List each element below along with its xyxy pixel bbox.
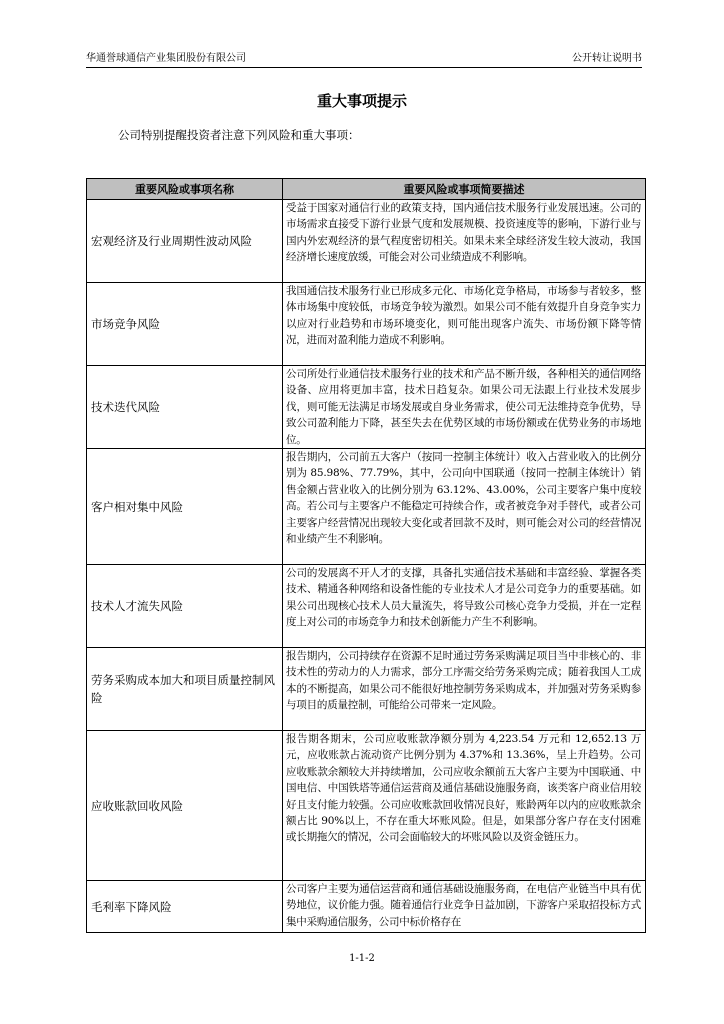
risk-name-cell: 劳务采购成本加大和项目质量控制风险	[87, 648, 283, 731]
table-row	[87, 648, 646, 731]
table-row	[87, 366, 646, 449]
risk-description-cell: 受益于国家对通信行业的政策支持，国内通信技术服务行业发展迅速。公司的市场需求直接受下游行业景气度和发展规模、投资速度等的影响，下游行业与国内外宏观经济的景气程度密切相关。如果未来全球经济发生较大波动，我国经济增长速度放缓，可能会对公司业绩造成不利影响。	[283, 200, 646, 283]
risk-name-cell: 市场竞争风险	[87, 283, 283, 366]
column-header-risk-description: 重要风险或事项简要描述	[283, 179, 646, 200]
table-row	[87, 731, 646, 881]
page-header	[86, 52, 642, 66]
risk-name-cell: 宏观经济及行业周期性波动风险	[87, 200, 283, 283]
risk-name-cell: 技术迭代风险	[87, 366, 283, 449]
risk-name-cell: 客户相对集中风险	[87, 449, 283, 565]
section-title: 重大事项提示	[316, 92, 407, 110]
risk-description-cell: 我国通信技术服务行业已形成多元化、市场化竞争格局，市场参与者较多，整体市场集中度较低，市场竞争较为激烈。如果公司不能有效提升自身竞争实力以应对行业趋势和市场环境变化，则可能出现客户流失、市场份额下降等情况，进而对盈利能力造成不利影响。	[283, 283, 646, 366]
risk-name-cell: 毛利率下降风险	[87, 881, 283, 933]
intro-paragraph: 公司特别提醒投资者注意下列风险和重大事项：	[118, 128, 360, 142]
risk-description-cell: 报告期内，公司前五大客户（按同一控制主体统计）收入占营业收入的比例分别为 85.98%、77.79%，其中，公司向中国联通（按同一控制主体统计）销售金额占营业收入的比例分别为 63.12%、43.00%，公司主要客户集中度较高。若公司与主要客户不能稳定可持续合作，或者被竞争对手替代，或者公司主要客户经营情况出现较大变化或者回款不及时，则可能会对公司的经营情况和业绩产生不利影响。	[283, 449, 646, 565]
risk-description-cell: 报告期各期末，公司应收账款净额分别为 4,223.54 万元和 12,652.13 万元，应收账款占流动资产比例分别为 4.37%和 13.36%，呈上升趋势。公司应收账款余额较大并持续增加，公司应收余额前五大客户主要为中国联通、中国电信、中国铁塔等通信运营商及通信基础设施服务商，该类客户商业信用较好且支付能力较强。公司应收账款回收情况良好，账龄两年以内的应收账款余额占比 90%以上，不存在重大坏账风险。但是，如果部分客户存在支付困难或长期拖欠的情况，公司会面临较大的坏账风险以及资金链压力。	[283, 731, 646, 881]
table-row	[87, 200, 646, 283]
risk-name-cell: 应收账款回收风险	[87, 731, 283, 881]
page-number: 1-1-2	[349, 953, 375, 964]
column-header-risk-name: 重要风险或事项名称	[87, 179, 283, 200]
table-row	[87, 283, 646, 366]
table-row	[87, 565, 646, 648]
risk-description-cell: 公司客户主要为通信运营商和通信基础设施服务商，在电信产业链当中具有优势地位，议价能力强。随着通信行业竞争日益加剧，下游客户采取招投标方式集中采购通信服务，公司中标价格存在	[283, 881, 646, 933]
risk-description-cell: 公司的发展离不开人才的支撑，具备扎实通信技术基础和丰富经验、掌握各类技术、精通各种网络和设备性能的专业技术人才是公司竞争力的重要基础。如果公司出现核心技术人员大量流失，将导致公司核心竞争力受损，并在一定程度上对公司的市场竞争力和技术创新能力产生不利影响。	[283, 565, 646, 648]
header-document-type: 公开转让说明书	[572, 53, 642, 64]
header-company-name: 华通誉球通信产业集团股份有限公司	[86, 53, 246, 64]
table-header-row	[87, 179, 646, 200]
risk-table	[86, 178, 646, 933]
risk-name-cell: 技术人才流失风险	[87, 565, 283, 648]
risk-description-cell: 公司所处行业通信技术服务行业的技术和产品不断升级，各种相关的通信网络设备、应用将更加丰富，技术日趋复杂。如果公司无法跟上行业技术发展步伐，则可能无法满足市场发展或自身业务需求，使公司无法维持竞争优势，导致公司盈利能力下降，甚至失去在优势区域的市场份额或在优势业务的市场地位。	[283, 366, 646, 449]
table-row	[87, 881, 646, 933]
table-row	[87, 449, 646, 565]
risk-description-cell: 报告期内，公司持续存在资源不足时通过劳务采购满足项目当中非核心的、非技术性的劳动力的人力需求，部分工序需交给劳务采购完成；随着我国人工成本的不断提高，如果公司不能很好地控制劳务采购成本，并加强对劳务采购参与项目的质量控制，可能给公司带来一定风险。	[283, 648, 646, 731]
header-divider	[86, 67, 642, 68]
